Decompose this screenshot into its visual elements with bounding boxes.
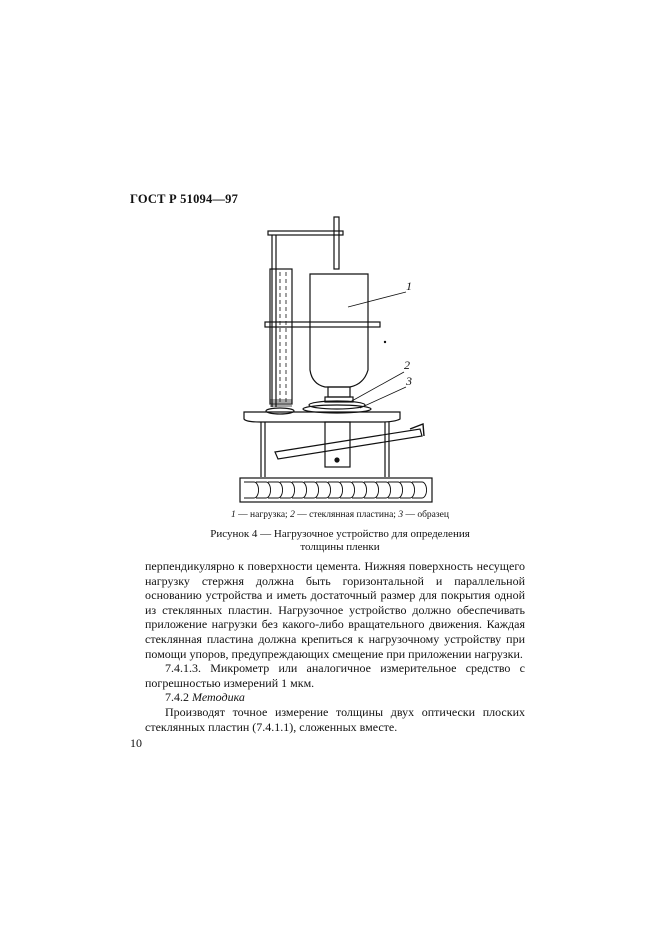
figure-caption: Рисунок 4 — Нагрузочное устройство для определения толщины пленки [210,528,470,553]
callout-label-3: 3 [406,374,412,388]
callout-leader-3 [360,387,406,408]
figure-legend: 1 — нагрузка; 2 — стеклянная пластина; 3 — образец [231,510,449,520]
callout-leader-1 [348,292,406,307]
paragraph: перпендикулярно к поверхности цемента. Нижняя поверхность несущего нагрузку стержня должна быть горизонтальной и параллельной основанию устройства и иметь достаточный размер для покрытия одной из стеклянных пластин. Нагрузочное устройство должно обеспечивать приложение нагрузки без какого-либо вращательного движения. Каждая стеклянная пластина должна крепиться к нагрузочному устройству при помощи упоров, предупреждающих смещение при приложении нагрузки. [145,559,525,661]
load-device-drawing [230,212,440,512]
top-crossbar [268,231,343,235]
load-weight [310,274,368,387]
body-text [145,559,525,734]
guide-tube [270,269,292,404]
load-device-figure [230,212,440,512]
document-header: ГОСТ Р 51094—97 [130,192,239,206]
callout-label-2: 2 [404,358,410,372]
spring [270,400,292,406]
lever-arm [275,429,422,459]
callout-label-1: 1 [406,279,412,293]
middle-crossbar [265,322,380,327]
load-rod [334,217,339,269]
base-platform [244,412,400,422]
page-number: 10 [130,736,142,750]
callout-leader-2 [350,372,404,402]
paragraph: 7.4.1.3. Микрометр или аналогичное измерительное средство с погрешностью измерений 1 мкм. [145,661,525,690]
paragraph: Производят точное измерение толщины двух оптически плоских стеклянных пластин (7.4.1.1), сложенных вместе. [145,704,525,734]
section-heading: 7.4.2 Методика [165,690,245,705]
